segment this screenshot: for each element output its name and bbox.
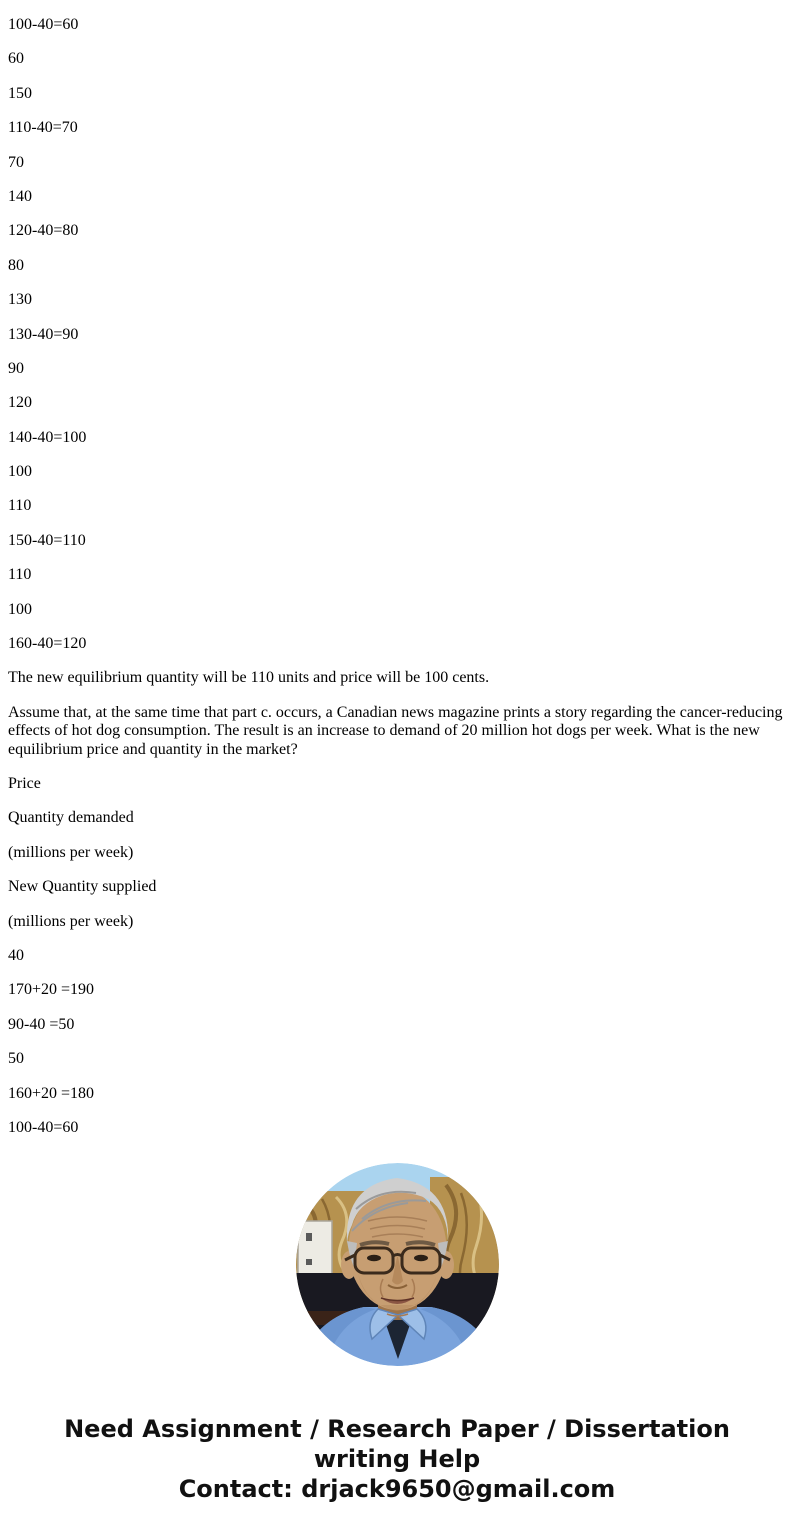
text-line: 120 <box>8 394 32 412</box>
text-line: 100-40=60 <box>8 1118 79 1136</box>
text-line: 100-40=60 <box>8 16 79 33</box>
text-line: 60 <box>8 50 24 68</box>
footer-line-1: Need Assignment / Research Paper / Dissertation <box>64 1415 730 1444</box>
text-line: 150 <box>8 84 32 102</box>
text-line: Assume that, at the same time that part c. occurs, a Canadian news magazine prints a story regarding the cancer-reducing effects of hot dog consumption. The result is an increase to demand of 20 million hot dogs per week. What is the new equilibrium price and quantity in the market? <box>8 703 783 758</box>
text-line: The new equilibrium quantity will be 110 units and price will be 100 cents. <box>8 669 490 687</box>
text-line: 110-40=70 <box>8 119 78 137</box>
text-line: 110 <box>8 497 32 515</box>
document-text <box>8 16 786 1137</box>
footer-banner <box>8 1414 786 1504</box>
text-line: 130-40=90 <box>8 325 79 343</box>
text-line: 100 <box>8 600 32 618</box>
text-line: 150-40=110 <box>8 531 86 549</box>
text-line: 160-40=120 <box>8 635 87 653</box>
text-line: New Quantity supplied <box>8 878 157 896</box>
text-line: 170+20 =190 <box>8 981 95 999</box>
text-line: 90-40 =50 <box>8 1015 75 1033</box>
portrait-section <box>8 1163 786 1366</box>
text-line: 110 <box>8 566 32 584</box>
text-line: 40 <box>8 946 24 964</box>
portrait-avatar <box>296 1163 499 1366</box>
text-line: (millions per week) <box>8 912 134 930</box>
footer-line-2: writing Help <box>313 1445 481 1474</box>
text-line: 130 <box>8 291 32 309</box>
text-line: (millions per week) <box>8 843 134 861</box>
text-line: 140-40=100 <box>8 428 87 446</box>
footer-contact-email: Contact: drjack9650@gmail.com <box>178 1475 616 1504</box>
text-line: 90 <box>8 359 24 377</box>
text-line: 140 <box>8 187 32 205</box>
text-line: 100 <box>8 463 32 481</box>
text-line: 120-40=80 <box>8 222 79 240</box>
text-line: 160+20 =180 <box>8 1084 95 1102</box>
text-line: 50 <box>8 1050 24 1068</box>
text-line: 70 <box>8 153 24 171</box>
text-line: Quantity demanded <box>8 809 134 827</box>
person-photo-icon <box>296 1163 499 1366</box>
text-line: 80 <box>8 256 24 274</box>
text-line: Price <box>8 774 41 792</box>
